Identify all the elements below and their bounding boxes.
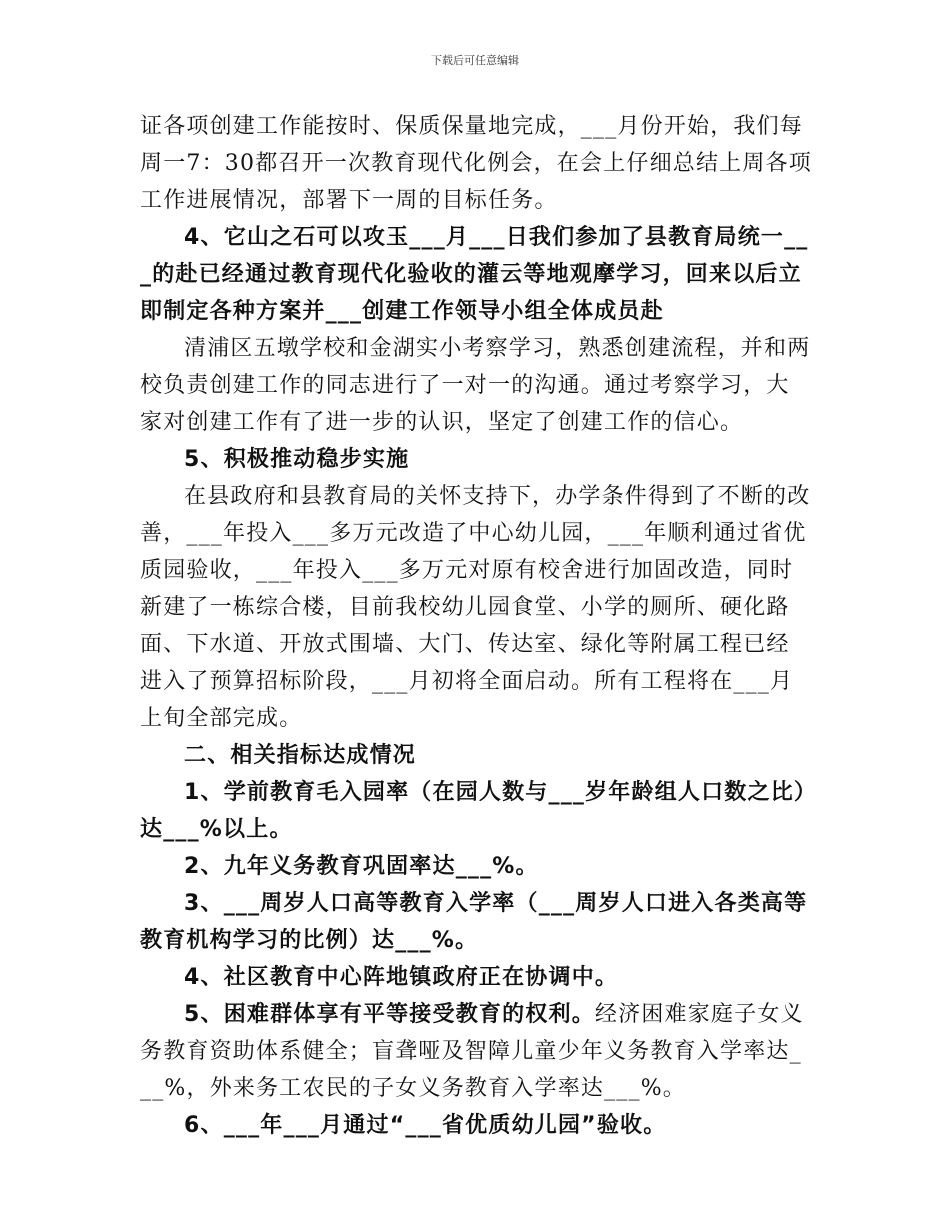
- indicator-2: 2、九年义务教育巩固率达___%。: [184, 854, 539, 879]
- page-header: 下载后可任意编辑: [431, 54, 519, 67]
- indicator-3: 3、___周岁人口高等教育入学率（___周岁人口进入各类高等教育机构学习的比例）达___%。: [140, 891, 808, 953]
- document-body: [140, 108, 812, 1144]
- paragraph-facilities: 在县政府和县教育局的关怀支持下，办学条件得到了不断的改善，___年投入___多万元改造了中心幼儿园，___年顺利通过省优质园验收，___年投入___多万元对原有校舍进行加固改造，同时新建了一栋综合楼，目前我校幼儿园食堂、小学的厕所、硬化路面、下水道、开放式围墙、大门、传达室、绿化等附属工程已经进入了预算招标阶段，___月初将全面启动。所有工程将在___月上旬全部完成。: [140, 484, 811, 731]
- indicator-4: 4、社区教育中心阵地镇政府正在协调中。: [184, 965, 619, 990]
- paragraph-continuation: 证各项创建工作能按时、保质保量地完成，___月份开始，我们每周一7：30都召开一次教育现代化例会，在会上仔细总结上周各项工作进展情况，部署下一周的目标任务。: [140, 114, 812, 213]
- indicator-1: 1、学前教育毛入园率（在园人数与___岁年龄组人口数之比）达___%以上。: [140, 780, 807, 842]
- paragraph-item-4-heading: 4、它山之石可以攻玉___月___日我们参加了县教育局统一___的赴已经通过教育现代化验收的灌云等地观摩学习，回来以后立即制定各种方案并___创建工作领导小组全体成员赴: [140, 225, 809, 324]
- paragraph-item-5-heading: 5、积极推动稳步实施: [184, 447, 410, 472]
- section-heading-indicators: 二、相关指标达成情况: [184, 743, 417, 768]
- indicator-5-body: 经济困难家庭子女义务教育资助体系健全；盲聋哑及智障儿童少年义务教育入学率达___%，外来务工农民的子女义务教育入学率达___%。: [140, 1002, 804, 1101]
- indicator-5-heading: 5、困难群体享有平等接受教育的权利。: [184, 1002, 595, 1027]
- indicator-5: [140, 996, 812, 1107]
- paragraph-study-visit: 清浦区五墩学校和金湖实小考察学习，熟悉创建流程，并和两校负责创建工作的同志进行了一对一的沟通。通过考察学习，大家对创建工作有了进一步的认识，坚定了创建工作的信心。: [140, 336, 811, 435]
- indicator-6: 6、___年___月通过“___省优质幼儿园”验收。: [184, 1113, 667, 1138]
